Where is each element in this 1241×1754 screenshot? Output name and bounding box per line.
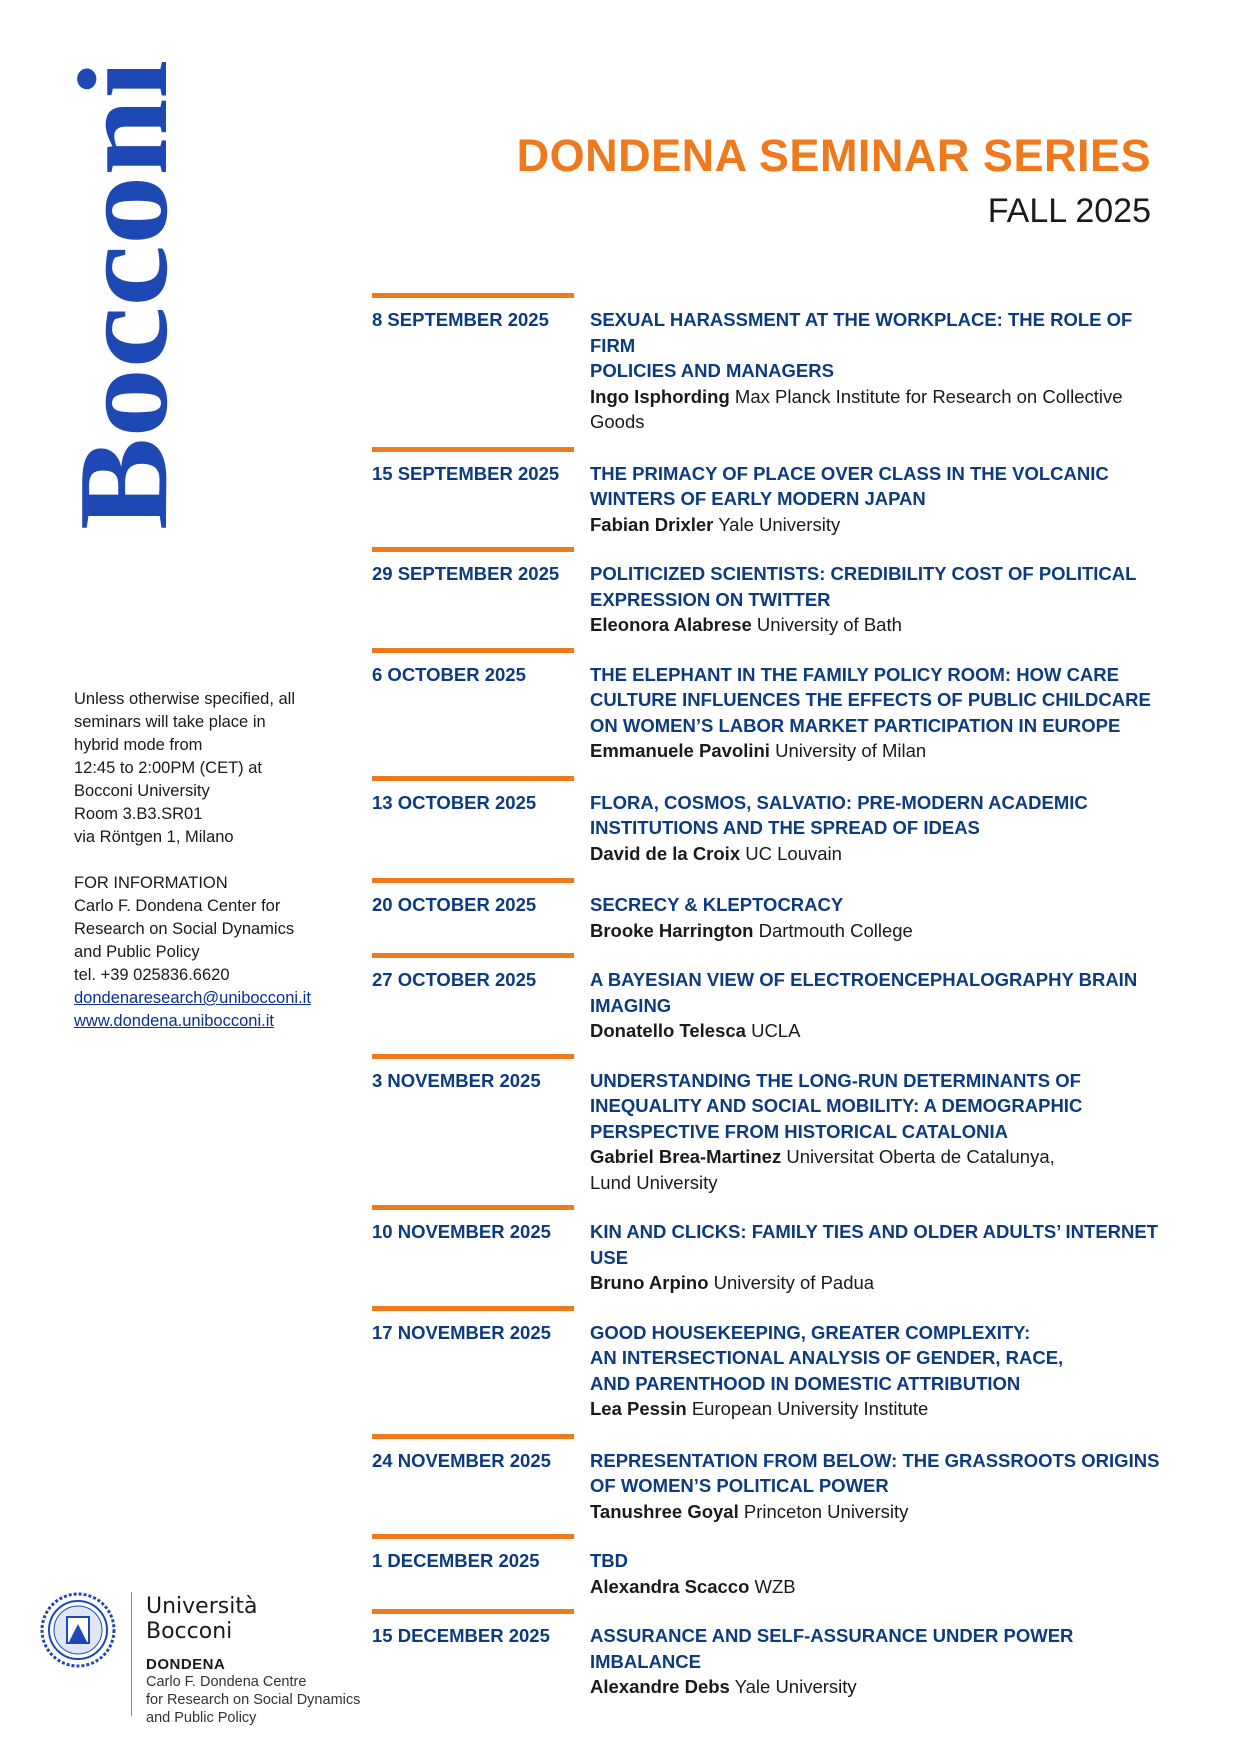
seminar-details bbox=[590, 293, 1172, 435]
speaker-affiliation: UC Louvain bbox=[745, 842, 842, 864]
seminar-divider-bar bbox=[372, 547, 574, 552]
speaker-affiliation: Goods bbox=[590, 411, 645, 432]
seminar-date: 6 OCTOBER 2025 bbox=[372, 663, 526, 685]
speaker-affiliation: UCLA bbox=[751, 1020, 801, 1041]
page-title: DONDENA SEMINAR SERIES bbox=[516, 130, 1151, 181]
seminar-divider-bar bbox=[372, 1609, 574, 1614]
seminar-speaker bbox=[590, 1270, 1172, 1296]
footer-divider bbox=[131, 1592, 132, 1716]
seminar-title-line: TBD bbox=[590, 1550, 629, 1571]
info-line: seminars will take place in bbox=[74, 713, 266, 731]
seminar-title-line: AN INTERSECTIONAL ANALYSIS OF GENDER, RACE, bbox=[590, 1347, 1064, 1368]
seminar-entry bbox=[372, 648, 1172, 764]
speaker-name: Donatello Telesca bbox=[590, 1020, 746, 1041]
speaker-name: David de la Croix bbox=[590, 842, 741, 864]
seminar-title-line: UNDERSTANDING THE LONG-RUN DETERMINANTS OF bbox=[590, 1069, 1081, 1091]
speaker-name: Emmanuele Pavolini bbox=[590, 740, 770, 761]
seminar-divider-bar bbox=[372, 293, 574, 298]
seminar-divider-bar bbox=[372, 878, 574, 883]
contact-line: Carlo F. Dondena Center for bbox=[74, 897, 281, 915]
info-line: 12:45 to 2:00PM (CET) at bbox=[74, 759, 263, 777]
seminar-entry bbox=[372, 1609, 1172, 1700]
seminar-divider-bar bbox=[372, 1205, 574, 1210]
seminar-speaker bbox=[590, 1674, 1172, 1700]
footer-university-line2: Bocconi bbox=[146, 1619, 233, 1644]
seminar-divider-bar bbox=[372, 1306, 574, 1311]
speaker-affiliation: Yale University bbox=[718, 513, 841, 535]
seminar-speaker bbox=[590, 841, 1172, 867]
seminar-date: 27 OCTOBER 2025 bbox=[372, 969, 537, 990]
seminar-divider-bar bbox=[372, 1054, 574, 1059]
seminar-entry bbox=[372, 878, 1172, 943]
seminar-date: 10 NOVEMBER 2025 bbox=[372, 1221, 551, 1242]
speaker-affiliation: Universitat Oberta de Catalunya, bbox=[786, 1146, 1055, 1167]
bocconi-wordmark-logo bbox=[52, 40, 194, 540]
seminar-details bbox=[590, 648, 1172, 764]
seminar-details bbox=[590, 1205, 1172, 1296]
speaker-affiliation: Yale University bbox=[734, 1676, 857, 1697]
seminar-details bbox=[590, 1609, 1172, 1700]
seminar-date: 24 NOVEMBER 2025 bbox=[372, 1449, 551, 1471]
seminar-divider-bar bbox=[372, 776, 574, 781]
footer-university-line1: Università bbox=[146, 1594, 258, 1619]
seminar-entry bbox=[372, 1306, 1172, 1422]
contact-phone: tel. +39 025836.6620 bbox=[74, 966, 230, 984]
seminar-speaker bbox=[590, 1018, 1172, 1044]
seminar-date: 20 OCTOBER 2025 bbox=[372, 894, 537, 915]
seminar-title-line: WINTERS OF EARLY MODERN JAPAN bbox=[590, 488, 926, 509]
footer-sub-line: for Research on Social Dynamics bbox=[146, 1692, 361, 1708]
seminar-speaker bbox=[590, 384, 1172, 410]
seminar-title-line: A BAYESIAN VIEW OF ELECTROENCEPHALOGRAPHY BRAIN bbox=[590, 969, 1138, 990]
seminar-title-line: OF WOMEN’S POLITICAL POWER bbox=[590, 1475, 889, 1496]
venue-info bbox=[74, 688, 344, 1033]
bocconi-wordmark-text: Bocconi bbox=[52, 96, 194, 530]
seminar-details bbox=[590, 1434, 1172, 1525]
seminar-affiliation-continued bbox=[590, 409, 1172, 435]
seminar-details bbox=[590, 1534, 1172, 1599]
footer-org: DONDENA bbox=[146, 1656, 226, 1673]
seminar-title-line: PERSPECTIVE FROM HISTORICAL CATALONIA bbox=[590, 1120, 1008, 1142]
info-line: Unless otherwise specified, all bbox=[74, 690, 296, 708]
speaker-name: Tanushree Goyal bbox=[590, 1500, 739, 1522]
seminar-title-line: ASSURANCE AND SELF-ASSURANCE UNDER POWER IMBALANCE bbox=[590, 1625, 1074, 1672]
seminar-details bbox=[590, 1054, 1172, 1196]
seminar-divider-bar bbox=[372, 447, 574, 452]
seminar-divider-bar bbox=[372, 953, 574, 958]
seminar-details bbox=[590, 547, 1172, 638]
speaker-name: Alexandra Scacco bbox=[590, 1575, 750, 1597]
email-link[interactable]: dondenaresearch@unibocconi.it bbox=[74, 989, 311, 1007]
seminar-entry bbox=[372, 1054, 1172, 1196]
seminar-date: 15 DECEMBER 2025 bbox=[372, 1625, 550, 1646]
seminar-title-line: INEQUALITY AND SOCIAL MOBILITY: A DEMOGRAPHIC bbox=[590, 1095, 1083, 1116]
seminar-entry bbox=[372, 447, 1172, 538]
seminar-entry bbox=[372, 1534, 1172, 1599]
seminar-speaker bbox=[590, 512, 1172, 538]
contact-line: and Public Policy bbox=[74, 943, 200, 961]
seminar-title-line: SEXUAL HARASSMENT AT THE WORKPLACE: THE ROLE OF FIRM bbox=[590, 309, 1133, 356]
speaker-name: Bruno Arpino bbox=[590, 1272, 709, 1293]
info-line: via Röntgen 1, Milano bbox=[74, 828, 234, 846]
seminar-details bbox=[590, 776, 1172, 867]
speaker-affiliation: University of Bath bbox=[756, 614, 902, 635]
seminar-details bbox=[590, 953, 1172, 1044]
seminar-entry bbox=[372, 776, 1172, 867]
info-line: Room 3.B3.SR01 bbox=[74, 805, 203, 823]
seminar-title-line: CULTURE INFLUENCES THE EFFECTS OF PUBLIC CHILDCARE bbox=[590, 689, 1151, 710]
seminar-title-line: ON WOMEN’S LABOR MARKET PARTICIPATION IN EUROPE bbox=[590, 714, 1121, 736]
seminar-divider-bar bbox=[372, 1434, 574, 1439]
speaker-name: Eleonora Alabrese bbox=[590, 614, 752, 635]
seminar-details bbox=[590, 878, 1172, 943]
speaker-name: Alexandre Debs bbox=[590, 1676, 730, 1697]
speaker-affiliation: University of Milan bbox=[775, 740, 927, 761]
seminar-entry bbox=[372, 293, 1172, 435]
footer-logo-text bbox=[146, 1594, 360, 1727]
seminar-title-line: THE PRIMACY OF PLACE OVER CLASS IN THE VOLCANIC bbox=[590, 462, 1109, 484]
speaker-name: Fabian Drixler bbox=[590, 513, 714, 535]
contact-heading: FOR INFORMATION bbox=[74, 874, 228, 892]
seminar-date: 13 OCTOBER 2025 bbox=[372, 791, 537, 813]
seminar-date: 8 SEPTEMBER 2025 bbox=[372, 309, 549, 330]
seminar-title-line: THE ELEPHANT IN THE FAMILY POLICY ROOM: HOW CARE bbox=[590, 663, 1119, 685]
seminar-speaker bbox=[590, 612, 1172, 638]
university-seal-icon bbox=[40, 1592, 116, 1668]
seminar-speaker bbox=[590, 1396, 1172, 1422]
seminar-entry bbox=[372, 1205, 1172, 1296]
contact-line: Research on Social Dynamics bbox=[74, 920, 295, 938]
speaker-name: Gabriel Brea-Martinez bbox=[590, 1146, 782, 1167]
speaker-affiliation: Max Planck Institute for Research on Collective bbox=[734, 385, 1123, 407]
speaker-affiliation: Lund University bbox=[590, 1171, 718, 1193]
seminar-speaker bbox=[590, 738, 1172, 764]
seminar-speaker bbox=[590, 1144, 1172, 1170]
speaker-name: Ingo Isphording bbox=[590, 385, 730, 407]
seminar-title-line: GOOD HOUSEKEEPING, GREATER COMPLEXITY: bbox=[590, 1321, 1031, 1343]
seminar-divider-bar bbox=[372, 1534, 574, 1539]
seminar-title-line: FLORA, COSMOS, SALVATIO: PRE-MODERN ACADEMIC bbox=[590, 791, 1088, 813]
seminar-title-line: AND PARENTHOOD IN DOMESTIC ATTRIBUTION bbox=[590, 1372, 1021, 1394]
seminar-entry bbox=[372, 1434, 1172, 1525]
page-subtitle: FALL 2025 bbox=[987, 192, 1151, 230]
seminar-title-line: KIN AND CLICKS: FAMILY TIES AND OLDER ADULTS’ INTERNET bbox=[590, 1221, 1159, 1242]
seminar-date: 17 NOVEMBER 2025 bbox=[372, 1321, 551, 1343]
seminar-title-line: POLITICIZED SCIENTISTS: CREDIBILITY COST OF POLITICAL bbox=[590, 563, 1137, 584]
seminar-title-line: USE bbox=[590, 1246, 629, 1268]
footer-sub-line: and Public Policy bbox=[146, 1710, 257, 1726]
speaker-affiliation: University of Padua bbox=[713, 1272, 875, 1293]
speaker-affiliation: Princeton University bbox=[743, 1500, 909, 1522]
seminar-speaker bbox=[590, 918, 1172, 944]
info-line: hybrid mode from bbox=[74, 736, 203, 754]
seminar-date: 3 NOVEMBER 2025 bbox=[372, 1069, 541, 1091]
seminar-title-line: IMAGING bbox=[590, 994, 672, 1016]
seminar-details bbox=[590, 1306, 1172, 1422]
speaker-affiliation: WZB bbox=[754, 1575, 796, 1597]
seminar-date: 29 SEPTEMBER 2025 bbox=[372, 563, 560, 584]
seminar-divider-bar bbox=[372, 648, 574, 653]
speaker-affiliation: European University Institute bbox=[691, 1398, 929, 1419]
seminar-title-line: POLICIES AND MANAGERS bbox=[590, 360, 834, 381]
seminar-title-line: REPRESENTATION FROM BELOW: THE GRASSROOTS ORIGINS bbox=[590, 1449, 1160, 1471]
speaker-affiliation: Dartmouth College bbox=[758, 919, 913, 941]
info-line: Bocconi University bbox=[74, 782, 210, 800]
seminar-title-line: INSTITUTIONS AND THE SPREAD OF IDEAS bbox=[590, 817, 980, 838]
seminar-speaker bbox=[590, 1499, 1172, 1525]
footer-sub-line: Carlo F. Dondena Centre bbox=[146, 1674, 307, 1690]
seminar-details bbox=[590, 447, 1172, 538]
seminar-entry bbox=[372, 953, 1172, 1044]
seminar-entry bbox=[372, 547, 1172, 638]
speaker-name: Lea Pessin bbox=[590, 1398, 687, 1419]
seminar-list bbox=[372, 293, 1172, 1710]
seminar-affiliation-continued bbox=[590, 1170, 1172, 1196]
seminar-date: 15 SEPTEMBER 2025 bbox=[372, 462, 560, 484]
website-link[interactable]: www.dondena.unibocconi.it bbox=[74, 1012, 274, 1030]
seminar-speaker bbox=[590, 1574, 1172, 1600]
seminar-title-line: SECRECY & KLEPTOCRACY bbox=[590, 894, 844, 915]
seminar-title-line: EXPRESSION ON TWITTER bbox=[590, 588, 831, 610]
seminar-date: 1 DECEMBER 2025 bbox=[372, 1550, 540, 1571]
speaker-name: Brooke Harrington bbox=[590, 919, 754, 941]
